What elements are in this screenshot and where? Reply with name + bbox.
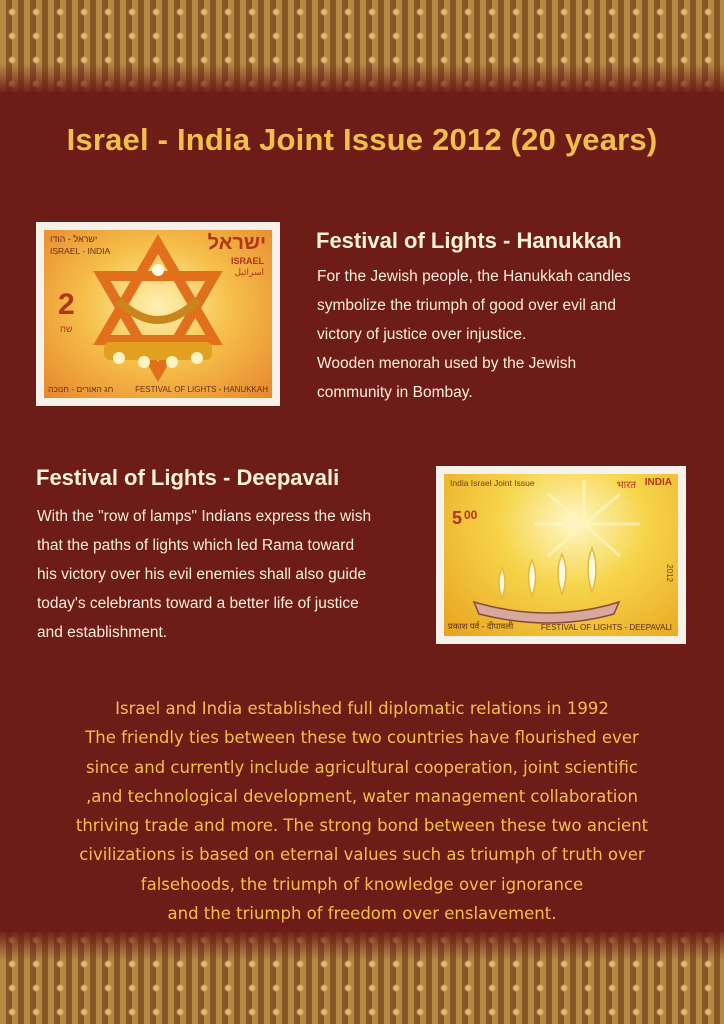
closing-line: falsehoods, the triumph of knowledge over ignorance bbox=[140, 874, 584, 894]
hanukkah-stamp-face bbox=[44, 230, 272, 398]
hanukkah-body-line: symbolize the triumph of good over evil and bbox=[317, 297, 616, 314]
stamp-caption: FESTIVAL OF LIGHTS - HANUKKAH bbox=[135, 385, 268, 394]
diya-lamps-icon bbox=[444, 474, 678, 636]
hanukkah-stamp bbox=[36, 222, 280, 406]
deepavali-body-line: that the paths of lights which led Rama toward bbox=[37, 537, 355, 554]
page-title: Israel - India Joint Issue 2012 (20 years) bbox=[66, 122, 658, 157]
stamp-country: INDIA bbox=[644, 477, 672, 488]
hanukkah-body-line: Wooden menorah used by the Jewish bbox=[317, 355, 577, 372]
stamp-year: 2012 bbox=[665, 564, 674, 582]
stamp-country-arabic: اسرائيل bbox=[234, 267, 264, 277]
deepavali-body-line: and establishment. bbox=[37, 624, 168, 641]
closing-line: The friendly ties between these two countries have flourished ever bbox=[85, 728, 639, 748]
hanukkah-body-line: community in Bombay. bbox=[317, 384, 473, 401]
stamp-value: 5 bbox=[452, 508, 463, 528]
closing-line: since and currently include agricultural cooperation, joint scientific bbox=[86, 757, 638, 777]
hanukkah-body-line: victory of justice over injustice. bbox=[317, 326, 527, 343]
deepavali-stamp bbox=[436, 466, 686, 644]
closing-paragraph bbox=[20, 694, 704, 928]
closing-line: thriving trade and more. The strong bond between these two ancient bbox=[75, 816, 649, 836]
stamp-caption: FESTIVAL OF LIGHTS - DEEPAVALI bbox=[540, 623, 672, 632]
hanukkah-body-line: For the Jewish people, the Hanukkah candles bbox=[317, 268, 631, 285]
stamp-value-decimal: 00 bbox=[464, 508, 478, 522]
hanukkah-heading: Festival of Lights - Hanukkah bbox=[316, 228, 622, 253]
deepavali-body-line: today's celebrants toward a better life of justice bbox=[37, 595, 359, 612]
deepavali-stamp-face bbox=[444, 474, 678, 636]
stamp-caption-hindi: प्रकाश पर्व - दीपावली bbox=[448, 621, 514, 631]
hanukkah-body bbox=[317, 262, 631, 407]
stamp-caption-hebrew: חג האורים - חנוכה bbox=[48, 384, 114, 394]
deepavali-body-line: his victory over his evil enemies shall also guide bbox=[37, 566, 367, 583]
stamp-value: 2 bbox=[58, 288, 75, 321]
closing-line: ,and technological development, water management collaboration bbox=[86, 786, 638, 806]
stamp-issue-label: ISRAEL - INDIA bbox=[50, 246, 111, 256]
stamp-issue-label: India Israel Joint Issue bbox=[450, 478, 535, 488]
stamp-country-hebrew: ישראל bbox=[207, 232, 266, 254]
stamp-currency: שח bbox=[60, 324, 73, 334]
closing-line: civilizations is based on eternal values such as triumph of truth over bbox=[79, 845, 645, 865]
stamp-country-hindi: भारत bbox=[616, 480, 636, 491]
deepavali-heading: Festival of Lights - Deepavali bbox=[36, 465, 340, 490]
deepavali-body bbox=[37, 502, 371, 647]
closing-line: Israel and India established full diplomatic relations in 1992 bbox=[115, 699, 609, 718]
stamp-country: ISRAEL bbox=[230, 256, 264, 266]
stamp-issue-label-hebrew: ישראל - הודו bbox=[50, 234, 98, 244]
closing-line: and the triumph of freedom over enslavement. bbox=[167, 904, 557, 924]
deepavali-body-line: With the "row of lamps" Indians express the wish bbox=[37, 508, 372, 525]
